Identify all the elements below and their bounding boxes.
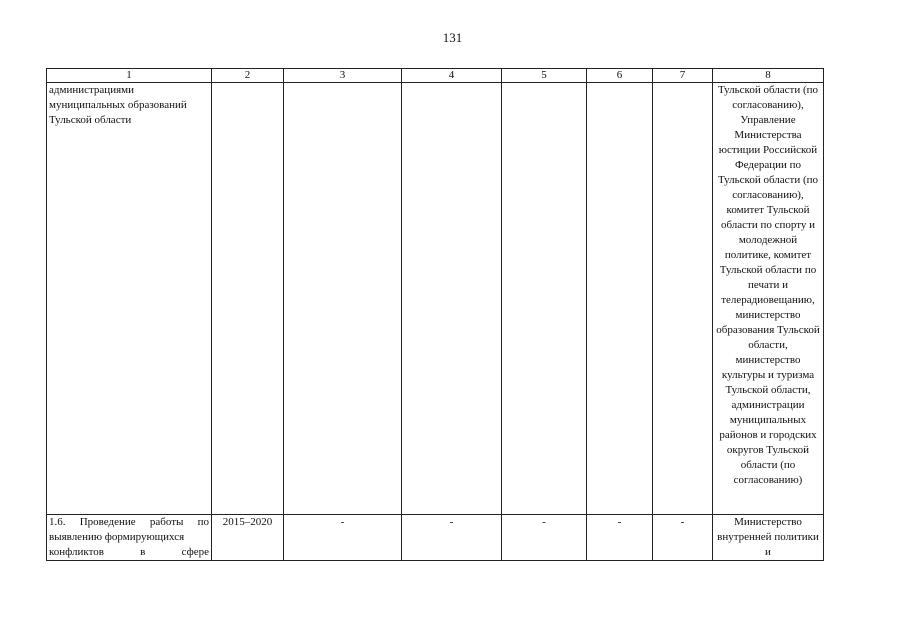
cell-period: [212, 83, 284, 515]
cell-col3: [284, 83, 402, 515]
page-number: 131: [442, 30, 463, 45]
column-header-6: 6: [587, 69, 653, 83]
cell-event-description: [47, 515, 212, 561]
table-header-row: [47, 69, 824, 83]
column-header-3: 3: [284, 69, 402, 83]
event-description-tail: конфликтов в сфере: [49, 546, 209, 558]
cell-col6: [587, 83, 653, 515]
cell-responsible-executors: Тульской области (по согласованию), Управление Министерства юстиции Российской Федерации по Тульской области (по согласованию), комитет Тульской области по спорту и молодежной политике, комитет Тульской области по печати и телерадиовещанию, министерство образования Тульской области, министерство культуры и туризма Тульской области, администрации муниципальных районов и городских округов Тульской области (по согласованию): [713, 83, 824, 515]
cell-col7: -: [653, 515, 713, 561]
cell-col5: [502, 83, 587, 515]
event-description-main: 1.6. Проведение работы по выявлению формирующихся: [49, 516, 209, 543]
cell-col5: -: [502, 515, 587, 561]
document-table: [46, 68, 824, 561]
table-row: [47, 83, 824, 515]
cell-col6: -: [587, 515, 653, 561]
column-header-7: 7: [653, 69, 713, 83]
cell-col4: -: [402, 515, 502, 561]
column-header-4: 4: [402, 69, 502, 83]
column-header-2: 2: [212, 69, 284, 83]
cell-period: 2015–2020: [212, 515, 284, 561]
column-header-8: 8: [713, 69, 824, 83]
cell-col7: [653, 83, 713, 515]
cell-col4: [402, 83, 502, 515]
cell-col3: -: [284, 515, 402, 561]
cell-event-description: администрациями муниципальных образований Тульской области: [47, 83, 212, 515]
table-row: [47, 515, 824, 561]
cell-responsible-executors: Министерство внутренней политики и: [713, 515, 824, 561]
column-header-5: 5: [502, 69, 587, 83]
column-header-1: 1: [47, 69, 212, 83]
